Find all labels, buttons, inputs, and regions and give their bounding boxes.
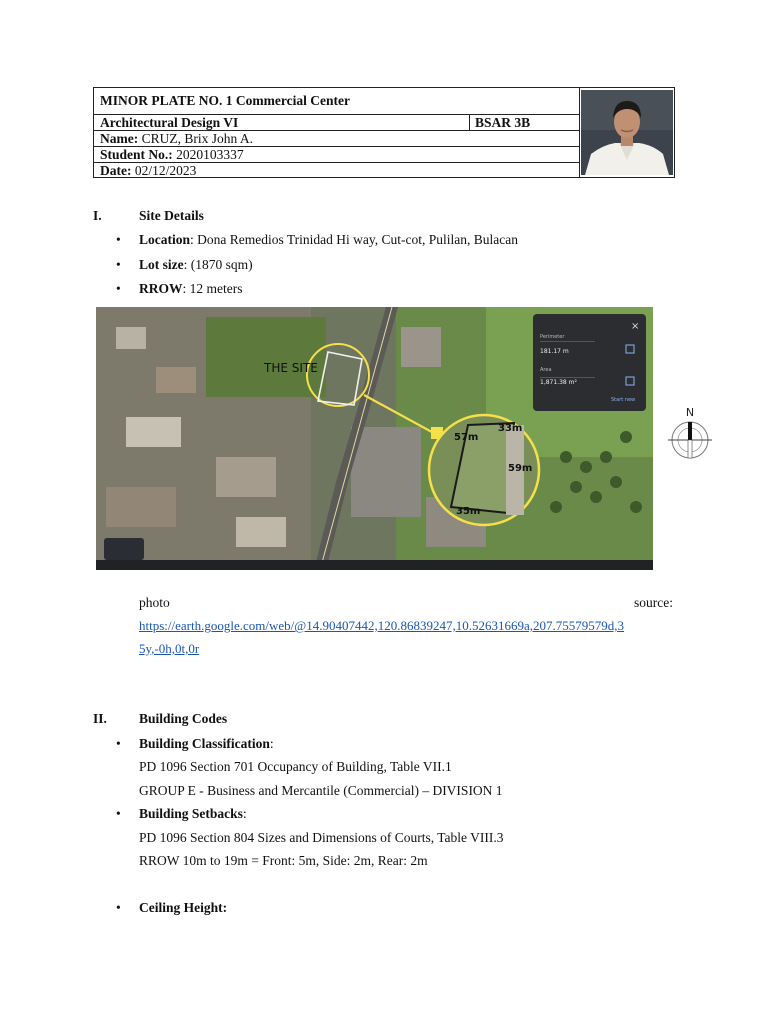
header-divider [469,115,470,131]
classification-colon: : [269,736,274,751]
bullet-icon: • [116,257,121,272]
setbacks-line-1: PD 1096 Section 804 Sizes and Dimensions of Courts, Table VIII.3 [139,830,504,845]
map-area-label: Area [540,367,552,373]
map-perimeter-value: 181.17 m [540,348,569,355]
header-divider [579,88,580,177]
section-1-title: Site Details [139,208,204,223]
list-item-rrow [116,281,243,297]
section-2-heading [93,711,227,727]
date-row [94,163,579,178]
north-arrow-icon [664,404,716,466]
location-value: : Dona Remedios Trinidad Hi way, Cut-cot, Pulilan, Bulacan [190,232,518,247]
photo-source-prefix: photo [139,595,170,610]
ceiling-height-label: Ceiling Height: [139,900,228,915]
list-item-location [116,232,518,248]
bullet-icon: • [116,900,121,915]
date-label: Date: [100,163,132,178]
student-no-row [94,147,579,163]
student-photo [581,90,673,175]
map-start-new: Start new [611,397,636,403]
header-table [93,87,675,178]
list-item-setbacks [116,806,247,822]
map-dim-left: 57m [454,432,479,443]
rrow-label: RROW [139,281,183,296]
map-site-label: THE SITE [264,361,318,375]
satellite-image [96,307,653,570]
section-1-heading [93,208,204,224]
lot-size-value: : (1870 sqm) [183,257,253,272]
bullet-icon: • [116,232,121,247]
location-label: Location [139,232,191,247]
photo-source-link[interactable]: https://earth.google.com/web/@14.90407442,120.86839247,10.52631669a,207.75579579d,3 [139,618,624,633]
svg-text:×: × [631,321,640,332]
photo-source-suffix: source: [634,595,673,610]
bullet-icon: • [116,806,121,821]
classification-line-1: PD 1096 Section 701 Occupancy of Building, Table VII.1 [139,759,452,774]
map-perimeter-label: Perimeter [540,334,565,340]
map-area-value: 1,871.38 m² [540,379,577,386]
lot-size-label: Lot size [139,257,184,272]
bullet-icon: • [116,281,121,296]
classification-line-2: GROUP E - Business and Mercantile (Commercial) – DIVISION 1 [139,783,503,798]
photo-source-link-continued[interactable]: 5y,-0h,0t,0r [139,641,200,656]
setbacks-colon: : [242,806,247,821]
name-row [94,131,579,147]
section-1-number: I. [93,208,102,223]
compass-letter: N [685,406,695,419]
student-no-label: Student No.: [100,147,173,162]
map-dim-bottom: 35m [456,506,481,517]
section-code: BSAR 3B [475,115,531,130]
date-value: 02/12/2023 [131,163,197,178]
name-value: CRUZ, Brix John A. [138,131,253,146]
list-item-ceiling-height [116,900,227,916]
student-no-value: 2020103337 [172,147,244,162]
plate-title: MINOR PLATE NO. 1 Commercial Center [94,88,579,115]
list-item-lot-size [116,257,253,273]
setbacks-line-2: RROW 10m to 19m = Front: 5m, Side: 2m, Rear: 2m [139,853,428,868]
list-item-classification [116,736,274,752]
setbacks-label: Building Setbacks [139,806,243,821]
rrow-value: : 12 meters [182,281,243,296]
course-name: Architectural Design VI [94,115,579,131]
section-2-number: II. [93,711,107,726]
classification-label: Building Classification [139,736,270,751]
name-label: Name: [100,131,139,146]
section-2-title: Building Codes [139,711,228,726]
map-dim-right: 59m [508,463,533,474]
bullet-icon: • [116,736,121,751]
site-satellite-map [96,307,653,570]
map-dim-top: 33m [498,423,523,434]
